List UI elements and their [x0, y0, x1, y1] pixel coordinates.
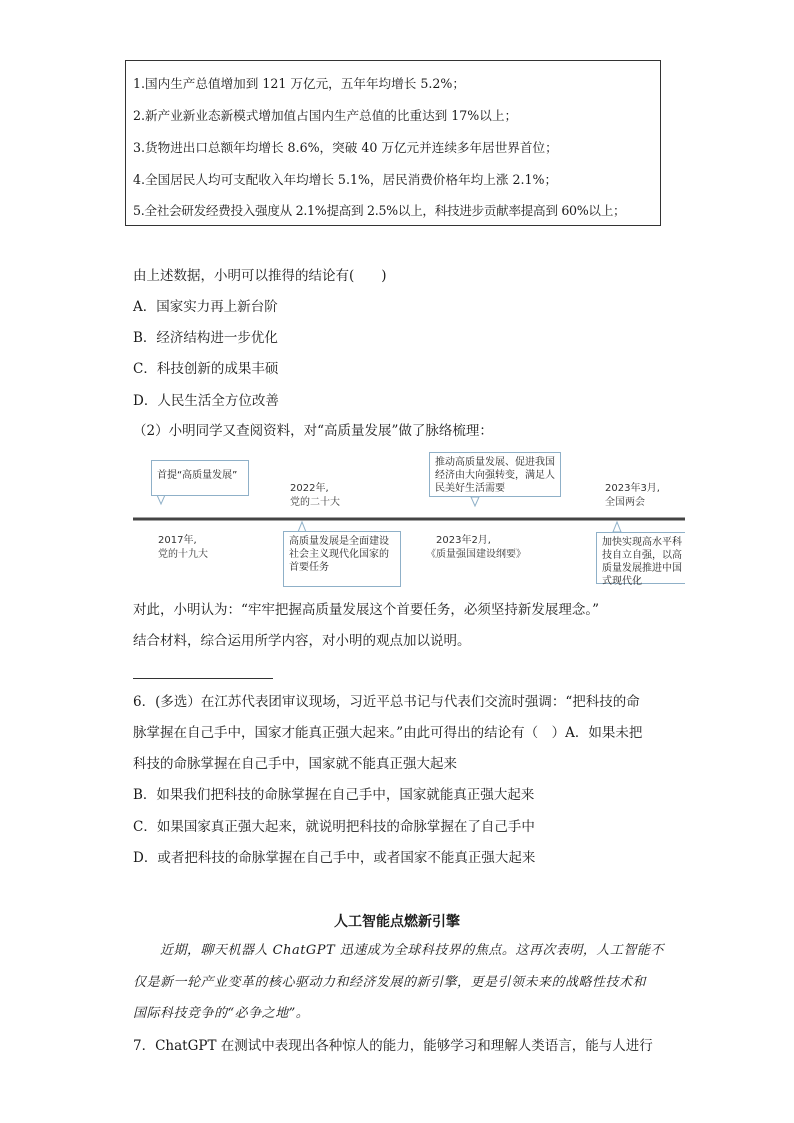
section-para-line-3: 国际科技竞争的“必争之地”。 [133, 1006, 310, 1021]
q6-option-d: D．或者把科技的命脉掌握在自己手中，或者国家不能真正强大起来 [133, 850, 536, 866]
data-item-5: 5.全社会研发经费投入强度从 2.1%提高到 2.5%以上，科技进步贡献率提高到 60%以上； [133, 203, 626, 218]
event-2017: 党的十九大 [158, 549, 208, 560]
q2-instruction: 结合材料，综合运用所学内容，对小明的观点加以说明。 [133, 633, 471, 649]
callout-2022: 高质量发展是全面建设社会主义现代化国家的首要任务 [283, 531, 401, 587]
event-2022: 党的二十大 [290, 497, 340, 508]
timeline [133, 448, 685, 598]
option-d: D．人民生活全方位改善 [133, 393, 279, 409]
q2-intro: （2）小明同学又查阅资料，对“高质量发展”做了脉络梳理： [133, 423, 493, 439]
callout-2023-feb: 推动高质量发展、促进我国经济由大向强转变，满足人民美好生活需要 [429, 452, 561, 497]
divider [133, 678, 273, 679]
callout-2023-mar: 加快实现高水平科技自立自强，以高质量发展推进中国式现代化 [596, 532, 685, 584]
option-b: B．经济结构进一步优化 [133, 330, 278, 346]
callout-2017: 首提“高质量发展” [151, 460, 249, 496]
date-2017: 2017年, [158, 535, 197, 546]
event-2023-mar: 全国两会 [605, 497, 645, 508]
data-item-4: 4.全国居民人均可支配收入年均增长 5.1%，居民消费价格年均上涨 2.1%； [133, 172, 558, 187]
data-box [125, 60, 661, 226]
date-2022: 2022年, [290, 483, 329, 494]
event-2023-feb: 《质量强国建设纲要》 [426, 549, 526, 560]
q6-line-2: 脉掌握在自己手中，国家才能真正强大起来。”由此可得出的结论有（ ）A．如果未把 [133, 725, 643, 741]
data-item-2: 2.新产业新业态新模式增加值占国内生产总值的比重达到 17%以上； [133, 108, 518, 123]
q6-option-c: C．如果国家真正强大起来，就说明把科技的命脉掌握在了自己手中 [133, 819, 535, 835]
section-title: 人工智能点燃新引擎 [334, 914, 460, 930]
data-item-1: 1.国内生产总值增加到 121 万亿元，五年年均增长 5.2%； [133, 76, 465, 91]
option-c: C．科技创新的成果丰硕 [133, 361, 279, 377]
section-para-line-2: 仅是新一轮产业变革的核心驱动力和经济发展的新引擎，更是引领未来的战略性技术和 [133, 975, 647, 990]
q2-claim: 对此，小明认为：“牢牢把握高质量发展这个首要任务，必须坚持新发展理念。” [133, 602, 600, 618]
date-2023-mar: 2023年3月, [605, 483, 660, 494]
data-item-3: 3.货物进出口总额年均增长 8.6%，突破 40 万亿元并连续多年居世界首位； [133, 140, 558, 155]
option-a: A．国家实力再上新台阶 [133, 299, 278, 315]
question-stem: 由上述数据，小明可以推得的结论有( ) [133, 268, 387, 284]
section-para-line-1: 近期，聊天机器人 ChatGPT 迅速成为全球科技界的焦点。这再次表明，人工智能不 [160, 943, 664, 958]
date-2023-feb: 2023年2月, [436, 535, 491, 546]
q6-line-1: 6．(多选）在江苏代表团审议现场，习近平总书记与代表们交流时强调：“把科技的命 [133, 694, 640, 710]
q6-option-b: B．如果我们把科技的命脉掌握在自己手中，国家就能真正强大起来 [133, 787, 535, 803]
q6-line-3: 科技的命脉掌握在自己手中，国家就不能真正强大起来 [133, 756, 457, 772]
q7-line-1: 7．ChatGPT 在测试中表现出各种惊人的能力，能够学习和理解人类语言，能与人进行 [133, 1038, 653, 1054]
